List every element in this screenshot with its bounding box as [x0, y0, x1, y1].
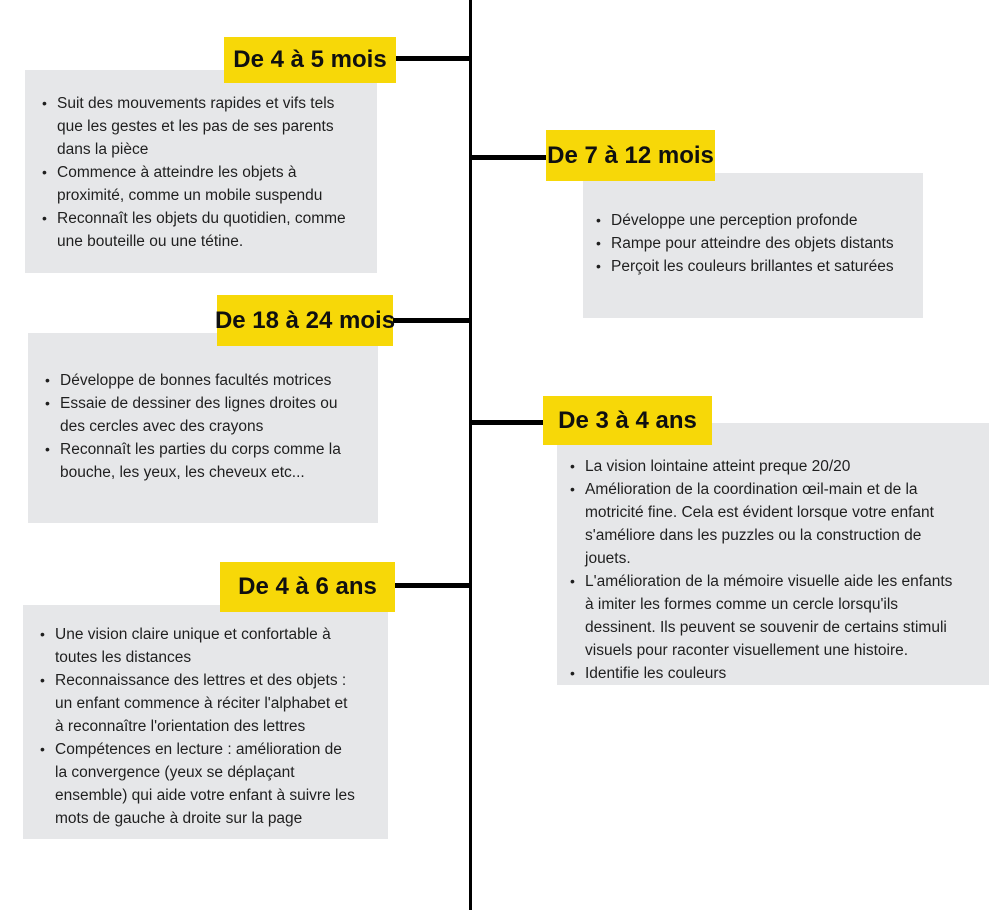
bullet-item: • Amélioration de la coordination œil-main et de la motricité fine. Cela est évident lorsque votre enfant s'améliore dans les puzzles ou la construction de jouets.: [585, 478, 959, 570]
milestone-label-text: De 3 à 4 ans: [558, 406, 697, 434]
bullet-item: • Reconnaît les parties du corps comme la bouche, les yeux, les cheveux etc...: [60, 438, 366, 484]
bullet-item: • Perçoit les couleurs brillantes et saturées: [611, 255, 919, 278]
connector-line: [395, 583, 470, 588]
bullet-item: • Reconnaît les objets du quotidien, comme une bouteille ou une tétine.: [57, 207, 355, 253]
milestone-label: [220, 562, 395, 612]
bullet-item: • Reconnaissance des lettres et des objets : un enfant commence à réciter l'alphabet et à reconnaître l'orientation des lettres: [55, 669, 355, 738]
bullet-item: • Essaie de dessiner des lignes droites ou des cercles avec des crayons: [60, 392, 366, 438]
bullet-item: • Rampe pour atteindre des objets distants: [611, 232, 919, 255]
milestone-label: [543, 396, 712, 445]
bullet-item: • Développe une perception profonde: [611, 209, 919, 232]
timeline-axis: [469, 0, 472, 910]
bullet-list: [557, 423, 989, 685]
bullet-list: [23, 605, 388, 830]
connector-line: [394, 56, 470, 61]
bullet-item: • La vision lointaine atteint preque 20/20: [585, 455, 959, 478]
connector-line: [470, 155, 548, 160]
milestone-label-text: De 18 à 24 mois: [214, 306, 396, 334]
milestone-label-text: De 4 à 5 mois: [233, 46, 387, 73]
bullet-list: [25, 70, 377, 253]
milestone-label: [214, 295, 396, 346]
content-box: [557, 423, 989, 685]
content-box: [583, 173, 923, 318]
bullet-item: • Une vision claire unique et confortable à toutes les distances: [55, 623, 355, 669]
milestone-label-text: De 7 à 12 mois: [547, 141, 714, 169]
milestone-label-text: De 4 à 6 ans: [238, 573, 377, 600]
bullet-item: • Développe de bonnes facultés motrices: [60, 369, 366, 392]
bullet-list: [28, 333, 378, 484]
content-box: [23, 605, 388, 839]
bullet-item: • Identifie les couleurs: [585, 662, 959, 685]
content-box: [28, 333, 378, 523]
content-box: [25, 70, 377, 273]
milestone-label: [224, 37, 396, 83]
bullet-item: • Compétences en lecture : amélioration de la convergence (yeux se déplaçant ensemble) qui aide votre enfant à suivre les mots de gauche à droite sur la page: [55, 738, 355, 830]
milestone-label: [546, 130, 715, 181]
bullet-list: [583, 173, 923, 278]
bullet-item: • Suit des mouvements rapides et vifs tels que les gestes et les pas de ses parents dans la pièce: [57, 92, 355, 161]
connector-line: [470, 420, 543, 425]
bullet-item: • Commence à atteindre les objets à proximité, comme un mobile suspendu: [57, 161, 355, 207]
connector-line: [391, 318, 470, 323]
bullet-item: • L'amélioration de la mémoire visuelle aide les enfants à imiter les formes comme un cercle lorsqu'ils dessinent. Ils peuvent se souvenir de certains stimuli visuels pour raconter visuellement une histoire.: [585, 570, 959, 662]
